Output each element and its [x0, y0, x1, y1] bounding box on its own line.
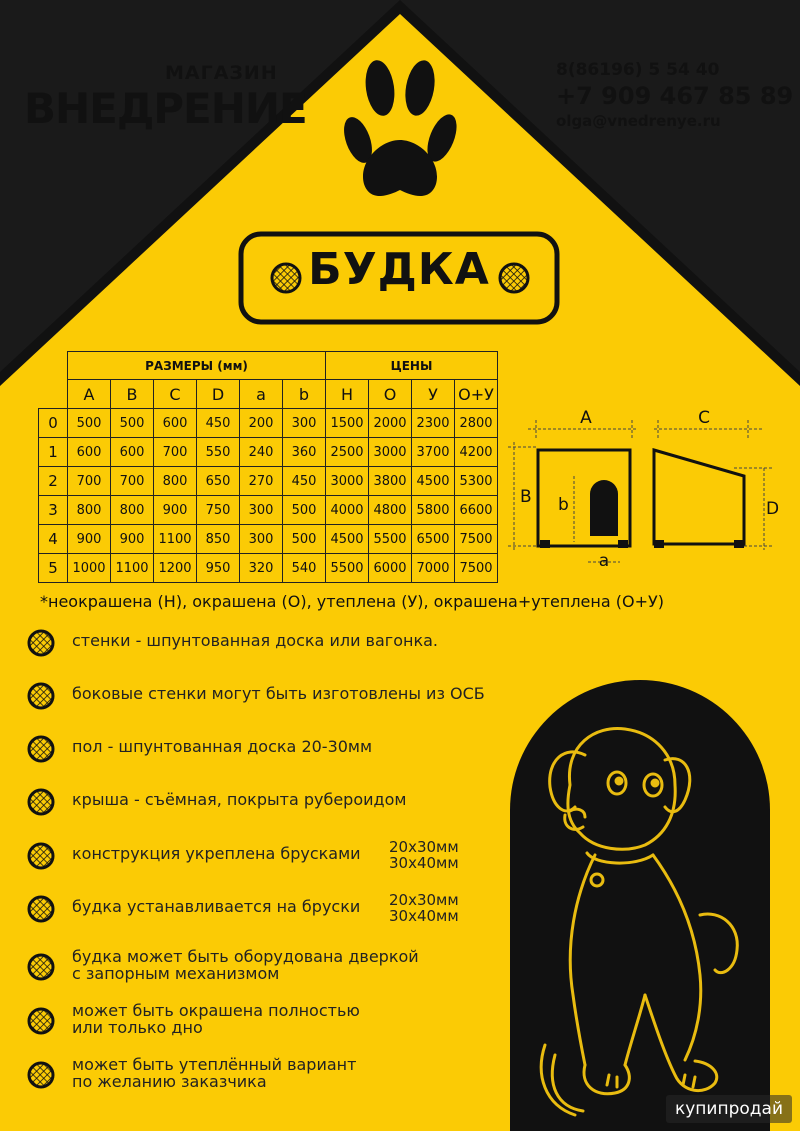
feature-text: конструкция укреплена брусками	[72, 844, 361, 863]
table-row	[39, 438, 498, 467]
feature-dimensions: 20х30мм 30х40мм	[389, 838, 459, 872]
table-cell: 7500	[455, 554, 498, 583]
grid-bullet-icon	[26, 787, 56, 817]
grid-bullet-icon	[26, 628, 56, 658]
grid-bullet-icon	[26, 841, 56, 871]
table-cell: 3700	[412, 438, 455, 467]
column-header: О	[369, 380, 412, 409]
table-cell: 850	[197, 525, 240, 554]
table-cell: 4500	[326, 525, 369, 554]
watermark-badge: купипродай	[666, 1095, 792, 1123]
table-cell: 800	[154, 467, 197, 496]
feature-text: будка устанавливается на бруски	[72, 897, 361, 916]
feature-dimensions: 20х30мм 30х40мм	[389, 891, 459, 925]
table-cell: 950	[197, 554, 240, 583]
column-header: О+У	[455, 380, 498, 409]
table-cell: 270	[240, 467, 283, 496]
dimension-diagram	[508, 402, 788, 572]
table-cell: 2000	[369, 409, 412, 438]
row-label: 0	[39, 409, 68, 438]
shop-label: МАГАЗИН	[165, 62, 278, 84]
table-cell: 1100	[154, 525, 197, 554]
table-cell: 4800	[369, 496, 412, 525]
table-cell: 5300	[455, 467, 498, 496]
price-table	[38, 351, 498, 583]
table-cell: 1100	[111, 554, 154, 583]
feature-text: может быть окрашена полностью или только дно	[72, 1001, 360, 1037]
table-cell: 4200	[455, 438, 498, 467]
dim-label-C: C	[698, 408, 710, 428]
legend-note: *неокрашена (Н), окрашена (О), утеплена (У), окрашена+утеплена (О+У)	[40, 592, 664, 611]
table-cell: 7000	[412, 554, 455, 583]
table-cell: 6500	[412, 525, 455, 554]
grid-bullet-icon	[26, 894, 56, 924]
table-cell: 600	[68, 438, 111, 467]
table-cell: 700	[68, 467, 111, 496]
feature-text: может быть утеплённый вариант по желанию заказчика	[72, 1055, 357, 1091]
table-cell: 2300	[412, 409, 455, 438]
table-row	[39, 525, 498, 554]
contacts	[556, 60, 793, 130]
column-header: A	[68, 380, 111, 409]
table-cell: 700	[154, 438, 197, 467]
table-cell: 2800	[455, 409, 498, 438]
table-cell: 4500	[412, 467, 455, 496]
table-cell: 500	[283, 496, 326, 525]
row-label: 5	[39, 554, 68, 583]
group-header-sizes: РАЗМЕРЫ (мм)	[68, 352, 326, 380]
grid-bullet-icon	[26, 1060, 56, 1090]
table-cell: 3000	[369, 438, 412, 467]
feature-text: пол - шпунтованная доска 20-30мм	[72, 737, 373, 756]
column-header: У	[412, 380, 455, 409]
paw-icon	[340, 58, 460, 208]
table-cell: 650	[197, 467, 240, 496]
dim-label-a: a	[598, 551, 610, 571]
table-cell: 5500	[326, 554, 369, 583]
table-cell: 600	[111, 438, 154, 467]
table-cell: 900	[154, 496, 197, 525]
table-cell: 700	[111, 467, 154, 496]
table-cell: 300	[240, 496, 283, 525]
shop-name: ВНЕДРЕНИЕ	[24, 84, 307, 133]
table-cell: 7500	[455, 525, 498, 554]
table-cell: 1000	[68, 554, 111, 583]
table-cell: 300	[240, 525, 283, 554]
dim-label-b: b	[558, 495, 569, 515]
table-cell: 600	[154, 409, 197, 438]
table-cell: 900	[111, 525, 154, 554]
table-cell: 800	[111, 496, 154, 525]
table-row	[39, 467, 498, 496]
table-cell: 1200	[154, 554, 197, 583]
grid-bullet-icon	[26, 1006, 56, 1036]
row-label: 3	[39, 496, 68, 525]
grid-bullet-icon	[26, 681, 56, 711]
row-label: 2	[39, 467, 68, 496]
row-label: 4	[39, 525, 68, 554]
page-title: БУДКА	[308, 244, 490, 295]
grid-bullet-icon	[26, 952, 56, 982]
dim-label-D: D	[766, 499, 780, 519]
table-cell: 240	[240, 438, 283, 467]
feature-text: боковые стенки могут быть изготовлены из ОСБ	[72, 684, 485, 703]
table-cell: 800	[68, 496, 111, 525]
column-header: Н	[326, 380, 369, 409]
table-cell: 6600	[455, 496, 498, 525]
group-header-prices: ЦЕНЫ	[326, 352, 498, 380]
column-header: C	[154, 380, 197, 409]
table-row	[39, 496, 498, 525]
table-cell: 1500	[326, 409, 369, 438]
table-cell: 6000	[369, 554, 412, 583]
table-cell: 550	[197, 438, 240, 467]
column-header: a	[240, 380, 283, 409]
grid-bullet-icon	[26, 734, 56, 764]
column-header: D	[197, 380, 240, 409]
email-link[interactable]: olga@vnedrenye.ru	[556, 112, 721, 130]
phone-mobile[interactable]: +7 909 467 85 89	[556, 82, 794, 110]
table-cell: 450	[197, 409, 240, 438]
table-cell: 500	[111, 409, 154, 438]
table-cell: 500	[68, 409, 111, 438]
table-cell: 360	[283, 438, 326, 467]
feature-text: стенки - шпунтованная доска или вагонка.	[72, 631, 438, 650]
phone-landline[interactable]: 8(86196) 5 54 40	[556, 60, 720, 80]
dim-label-B: B	[520, 487, 532, 507]
table-cell: 2500	[326, 438, 369, 467]
table-cell: 540	[283, 554, 326, 583]
table-cell: 500	[283, 525, 326, 554]
table-cell: 450	[283, 467, 326, 496]
table-row	[39, 554, 498, 583]
column-header: b	[283, 380, 326, 409]
table-cell: 320	[240, 554, 283, 583]
table-cell: 4000	[326, 496, 369, 525]
table-cell: 900	[68, 525, 111, 554]
column-header: B	[111, 380, 154, 409]
table-cell: 5800	[412, 496, 455, 525]
table-corner	[39, 352, 68, 380]
table-cell: 3800	[369, 467, 412, 496]
table-cell: 3000	[326, 467, 369, 496]
table-cell: 200	[240, 409, 283, 438]
row-label: 1	[39, 438, 68, 467]
dim-label-A: A	[580, 408, 592, 428]
table-cell: 300	[283, 409, 326, 438]
table-cell: 750	[197, 496, 240, 525]
table-corner	[39, 380, 68, 409]
puppy-illustration	[525, 715, 775, 1131]
feature-text: будка может быть оборудована дверкой с запорным механизмом	[72, 947, 419, 983]
table-cell: 5500	[369, 525, 412, 554]
table-row	[39, 409, 498, 438]
feature-text: крыша - съёмная, покрыта рубероидом	[72, 790, 407, 809]
